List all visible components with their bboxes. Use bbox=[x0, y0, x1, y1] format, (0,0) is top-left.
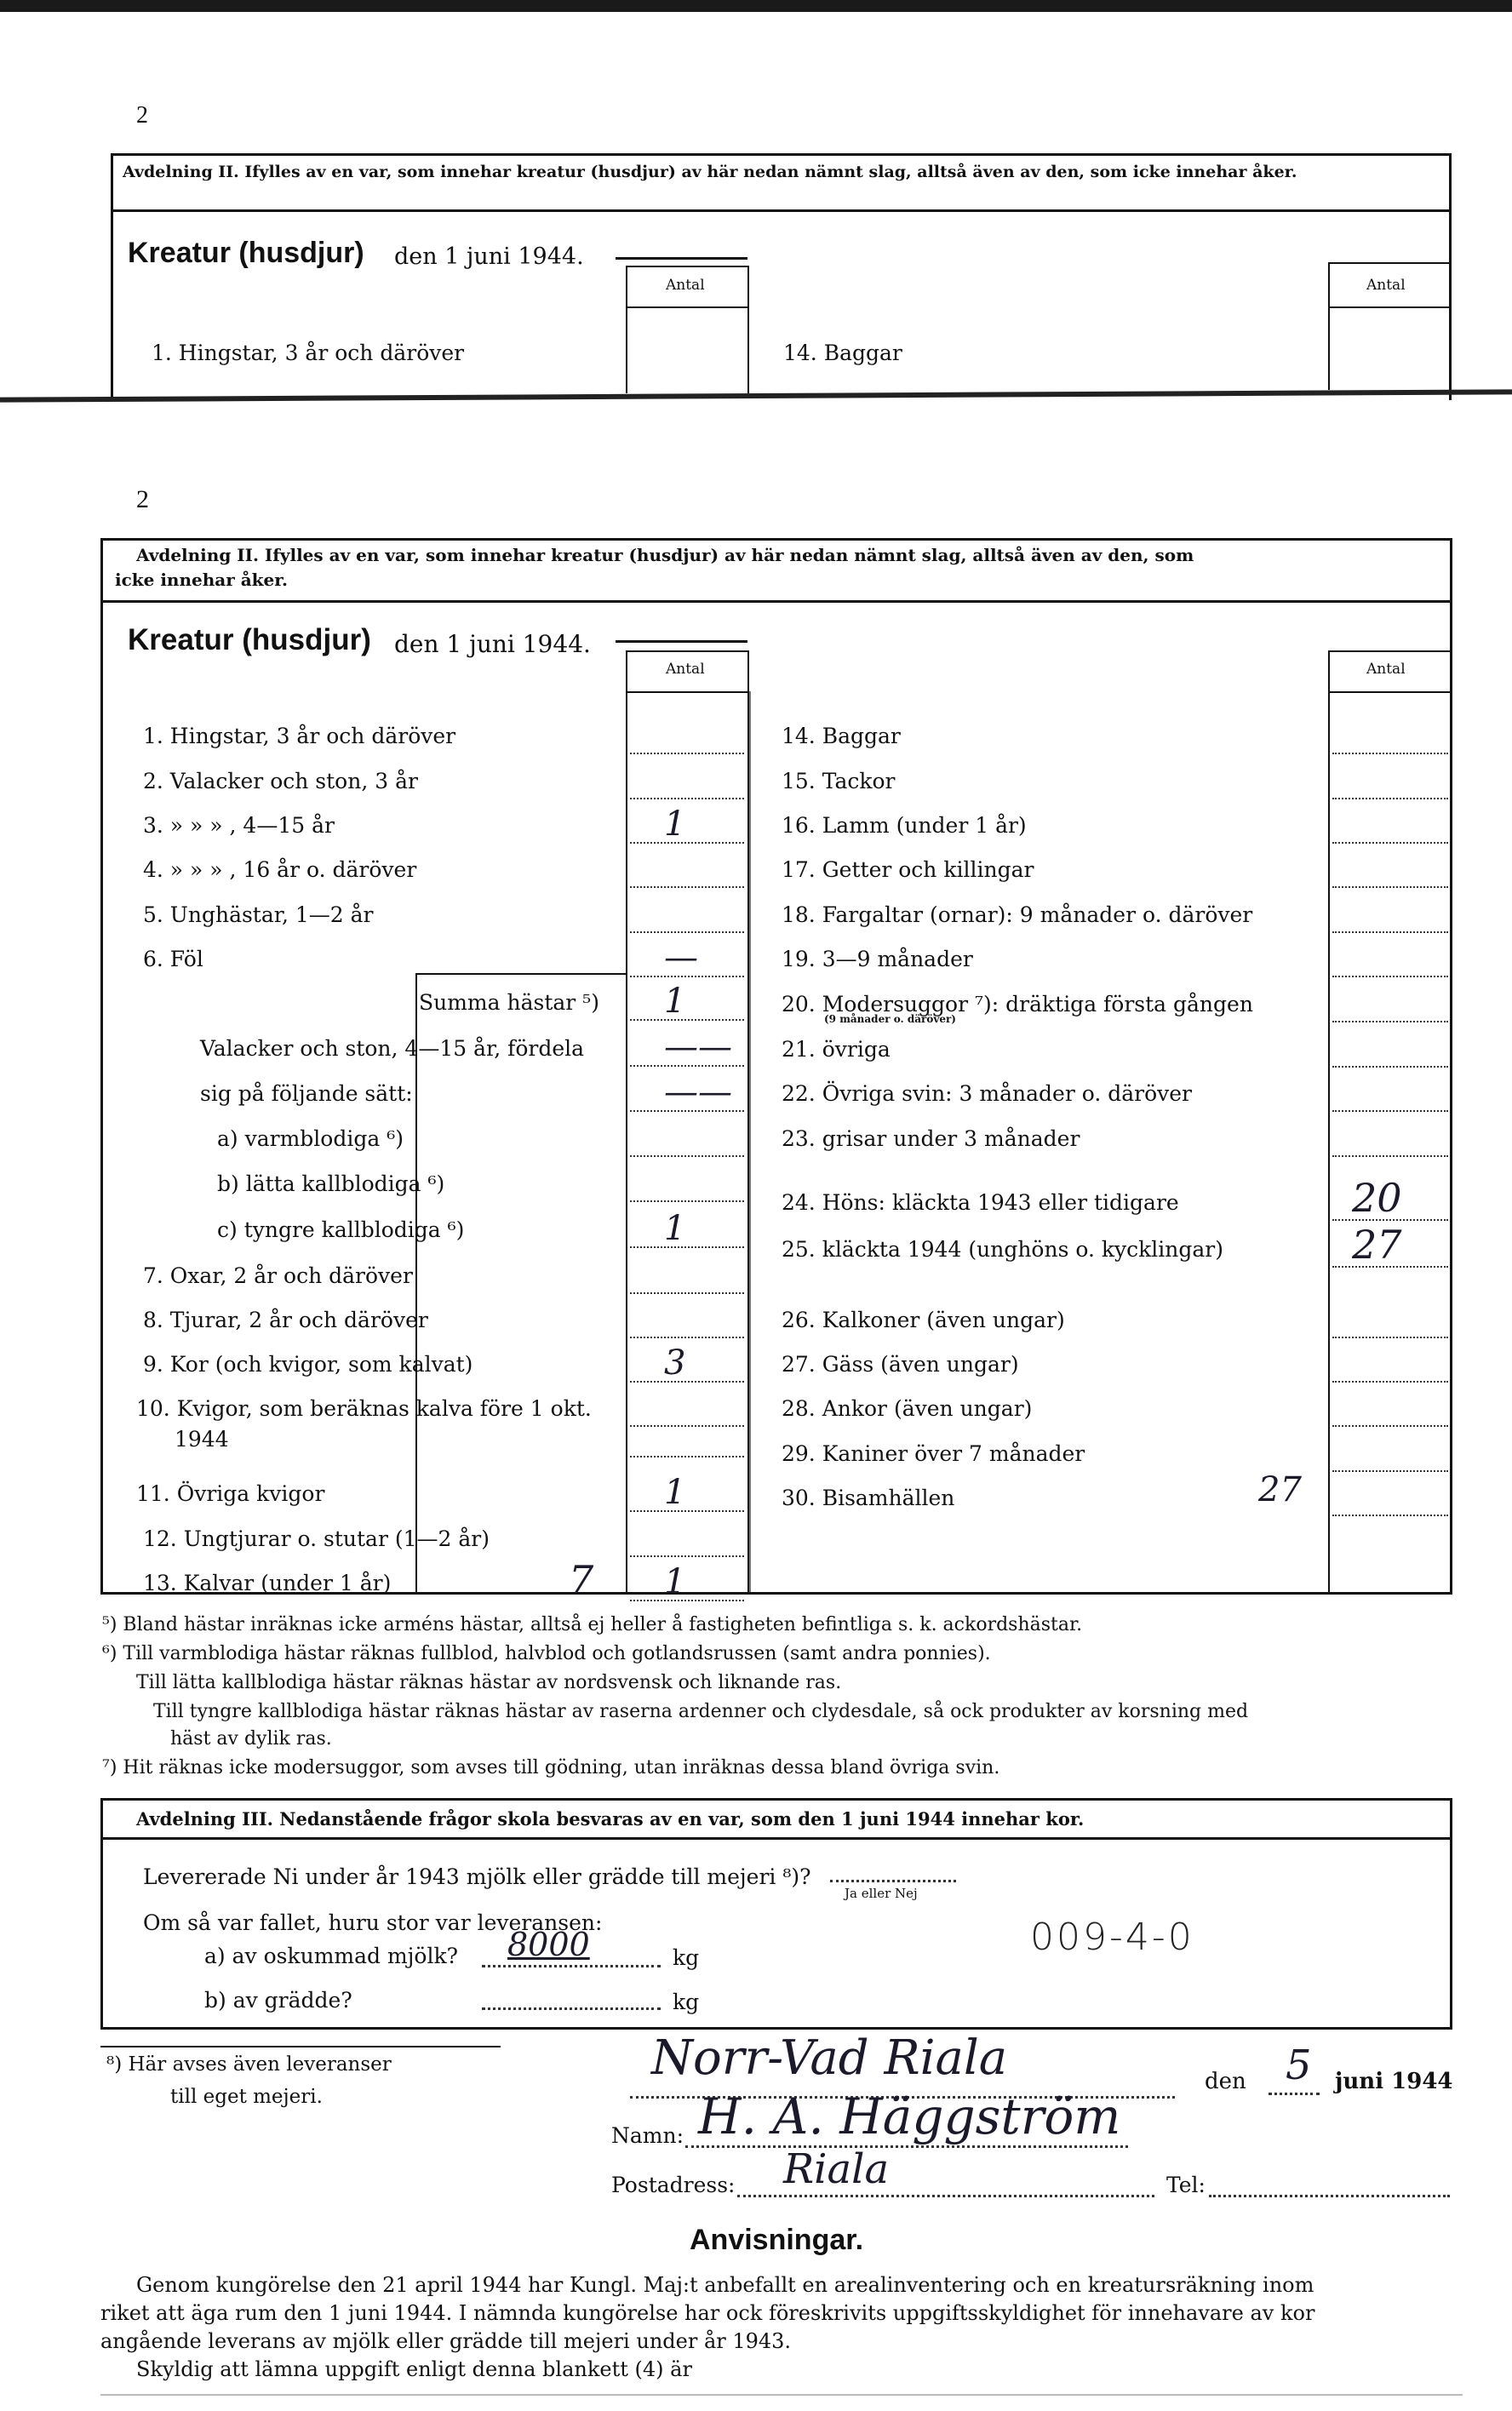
prev-kreatur-date: den 1 juni 1944. bbox=[394, 243, 584, 270]
right-item-label: 20. Modersuggor ⁷): dräktiga första gången bbox=[782, 992, 1253, 1017]
left-item-label: b) lätta kallblodiga ⁶) bbox=[217, 1171, 445, 1196]
right-item-label: 21. övriga bbox=[782, 1037, 891, 1062]
left-item-label: 7. Oxar, 2 år och däröver bbox=[143, 1263, 413, 1288]
signature-month-year: juni 1944 bbox=[1335, 2069, 1453, 2094]
left-item-label: 5. Unghästar, 1—2 år bbox=[143, 902, 374, 927]
page-overlap-edge bbox=[0, 389, 1512, 402]
right-item-label: 24. Höns: kläckta 1943 eller tidigare bbox=[782, 1190, 1179, 1215]
left-item-label: Valacker och ston, 4—15 år, fördela bbox=[200, 1036, 585, 1061]
left-item-label: sig på följande sätt: bbox=[200, 1081, 413, 1106]
anvisningar-title: Anvisningar. bbox=[690, 2224, 864, 2256]
right-item-label: 27. Gäss (även ungar) bbox=[782, 1352, 1019, 1377]
left-item-value[interactable]: 1 bbox=[664, 1562, 686, 1601]
page-number: 2 bbox=[136, 485, 149, 513]
footnote-6c: Till tyngre kallblodiga hästar räknas hästar av raserna ardenner och clydesdale, så ock produkter av korsning med bbox=[153, 1701, 1249, 1722]
avdelning2-heading-line1: Avdelning II. Ifylles av en var, som innehar kreatur (husdjur) av här nedan nämnt slag, alltså även av den, som bbox=[136, 545, 1194, 565]
right-item-label: 28. Ankor (även ungar) bbox=[782, 1396, 1033, 1421]
footnote-5: ⁵) Bland hästar inräknas icke arméns hästar, alltså ej heller å fastigheten befintliga s. k. ackordshästar. bbox=[102, 1614, 1083, 1635]
left-item-value[interactable]: 1 bbox=[664, 1209, 686, 1248]
anvisningar-line1: Genom kungörelse den 21 april 1944 har Kungl. Maj:t anbefallt en arealinventering och en kreatursräkning inom bbox=[136, 2273, 1314, 2297]
margin-note: 27 bbox=[1258, 1470, 1302, 1509]
footnote-6a: ⁶) Till varmblodiga hästar räknas fullblod, halvblod och gotlandsrussen (samt andra ponnies). bbox=[102, 1643, 991, 1664]
antal-right-label: Antal bbox=[1366, 661, 1406, 678]
right-item-label: 16. Lamm (under 1 år) bbox=[782, 813, 1027, 838]
oskummad-field[interactable] bbox=[482, 1965, 661, 1967]
footnote-6b: Till lätta kallblodiga hästar räknas hästar av nordsvensk och liknande ras. bbox=[136, 1672, 842, 1693]
right-item-value[interactable]: 20 bbox=[1352, 1175, 1402, 1221]
tel-label: Tel: bbox=[1166, 2173, 1206, 2197]
left-item-label: 2. Valacker och ston, 3 år bbox=[143, 769, 418, 793]
left-item-label: 10. Kvigor, som beräknas kalva före 1 okt. bbox=[136, 1396, 592, 1421]
left-item-label: 3. » » » , 4—15 år bbox=[143, 813, 335, 838]
footnote-7: ⁷) Hit räknas icke modersuggor, som avses till gödning, utan inräknas dessa bland övriga svin. bbox=[102, 1757, 1000, 1778]
right-item-value[interactable]: 27 bbox=[1352, 1222, 1402, 1268]
left-item-label: a) varmblodiga ⁶) bbox=[217, 1126, 404, 1151]
right-item-label: 29. Kaniner över 7 månader bbox=[782, 1441, 1085, 1466]
left-item-value[interactable]: —— bbox=[664, 1073, 732, 1112]
prev-item-14: 14. Baggar bbox=[783, 341, 902, 365]
prev-page-number: 2 bbox=[136, 102, 148, 129]
left-item-label: 6. Föl bbox=[143, 947, 203, 971]
left-item-value[interactable]: —— bbox=[664, 1028, 732, 1067]
avdelning2-heading-line2: icke innehar åker. bbox=[115, 570, 288, 590]
postadress-label: Postadress: bbox=[611, 2173, 736, 2197]
anvisningar-line3: angående leverans av mjölk eller grädde till mejeri under år 1943. bbox=[100, 2329, 792, 2353]
right-item-label: 30. Bisamhällen bbox=[782, 1486, 955, 1510]
left-item-label: 12. Ungtjurar o. stutar (1—2 år) bbox=[143, 1526, 490, 1551]
left-item-label: 9. Kor (och kvigor, som kalvat) bbox=[143, 1352, 473, 1377]
postadress-value: Riala bbox=[783, 2145, 890, 2193]
question-leverans: Om så var fallet, huru stor var leveransen: bbox=[143, 1910, 603, 1935]
right-item-label: 26. Kalkoner (även ungar) bbox=[782, 1308, 1065, 1332]
right-item-label: 15. Tackor bbox=[782, 769, 896, 793]
question-gradde: b) av grädde? bbox=[204, 1988, 352, 2013]
gradde-field[interactable] bbox=[482, 2007, 661, 2010]
prev-avdelning-heading: Avdelning II. Ifylles av en var, som innehar kreatur (husdjur) av här nedan nämnt slag, alltså även av den, som icke innehar åker. bbox=[123, 163, 1297, 181]
prev-item-1: 1. Hingstar, 3 år och däröver bbox=[152, 341, 465, 365]
left-item-label: Summa hästar ⁵) bbox=[419, 990, 599, 1015]
left-item-value[interactable]: — bbox=[664, 938, 698, 977]
question-mejeri: Levererade Ni under år 1943 mjölk eller grädde till mejeri ⁸)? bbox=[143, 1864, 811, 1889]
kreatur-title: Kreatur (husdjur) bbox=[128, 623, 371, 656]
prev-antal-left: Antal bbox=[666, 277, 705, 294]
right-item-label: 22. Övriga svin: 3 månader o. däröver bbox=[782, 1081, 1192, 1106]
namn-value: H. A. Häggström bbox=[698, 2087, 1121, 2145]
oskummad-value: 8000 bbox=[507, 1926, 590, 1963]
left-item-label: 8. Tjurar, 2 år och däröver bbox=[143, 1308, 428, 1332]
footnote-8-line2: till eget mejeri. bbox=[170, 2086, 323, 2108]
left-item-label: 1. Hingstar, 3 år och däröver bbox=[143, 724, 456, 748]
left-item-label: 11. Övriga kvigor bbox=[136, 1481, 325, 1506]
anvisningar-line4: Skyldig att lämna uppgift enligt denna blankett (4) är bbox=[136, 2357, 692, 2381]
right-item-label: 23. grisar under 3 månader bbox=[782, 1126, 1080, 1151]
left-item-label: 1944 bbox=[175, 1427, 229, 1452]
left-item-label: 4. » » » , 16 år o. däröver bbox=[143, 857, 417, 882]
signature-place: Norr-Vad Riala bbox=[651, 2030, 1008, 2086]
namn-label: Namn: bbox=[611, 2123, 684, 2148]
gradde-unit: kg bbox=[673, 1990, 700, 2014]
right-item-label: 17. Getter och killingar bbox=[782, 857, 1034, 882]
scan-edge-top bbox=[0, 0, 1512, 12]
antal-left-label: Antal bbox=[666, 661, 705, 678]
left-item-label: 13. Kalvar (under 1 år) bbox=[143, 1571, 392, 1595]
prev-antal-right: Antal bbox=[1366, 277, 1406, 294]
right-item-label: 19. 3—9 månader bbox=[782, 947, 973, 971]
left-item-value[interactable]: 1 bbox=[664, 1473, 686, 1512]
footnote-6d: häst av dylik ras. bbox=[170, 1728, 332, 1750]
margin-note: 7 bbox=[569, 1557, 594, 1603]
avdelning3-heading: Avdelning III. Nedanstående frågor skola besvaras av en var, som den 1 juni 1944 innehar kor. bbox=[136, 1808, 1085, 1830]
right-item-subnote: (9 månader o. däröver) bbox=[824, 1013, 956, 1025]
oskummad-unit: kg bbox=[673, 1945, 700, 1970]
prev-kreatur-title: Kreatur (husdjur) bbox=[128, 237, 364, 269]
question-mejeri-hint: Ja eller Nej bbox=[845, 1886, 918, 1901]
handwritten-code: 009-4-0 bbox=[1030, 1916, 1194, 1959]
signature-day: 5 bbox=[1286, 2042, 1312, 2089]
kreatur-date: den 1 juni 1944. bbox=[394, 630, 591, 658]
left-item-value[interactable]: 1 bbox=[664, 805, 686, 844]
right-item-label: 25. kläckta 1944 (unghöns o. kycklingar) bbox=[782, 1237, 1223, 1262]
left-item-label: c) tyngre kallblodiga ⁶) bbox=[217, 1217, 465, 1242]
question-oskummad: a) av oskummad mjölk? bbox=[204, 1944, 459, 1968]
left-item-value[interactable]: 3 bbox=[664, 1343, 686, 1383]
anvisningar-line2: riket att äga rum den 1 juni 1944. I nämnda kungörelse har ock föreskrivits uppgiftsskyldighet för innehavare av kor bbox=[100, 2301, 1315, 2325]
signature-den: den bbox=[1205, 2069, 1246, 2094]
footnote-8-line1: ⁸) Här avses även leveranser bbox=[106, 2053, 392, 2076]
right-item-label: 18. Fargaltar (ornar): 9 månader o. däröver bbox=[782, 902, 1253, 927]
left-item-value[interactable]: 1 bbox=[664, 982, 686, 1021]
right-item-label: 14. Baggar bbox=[782, 724, 901, 748]
